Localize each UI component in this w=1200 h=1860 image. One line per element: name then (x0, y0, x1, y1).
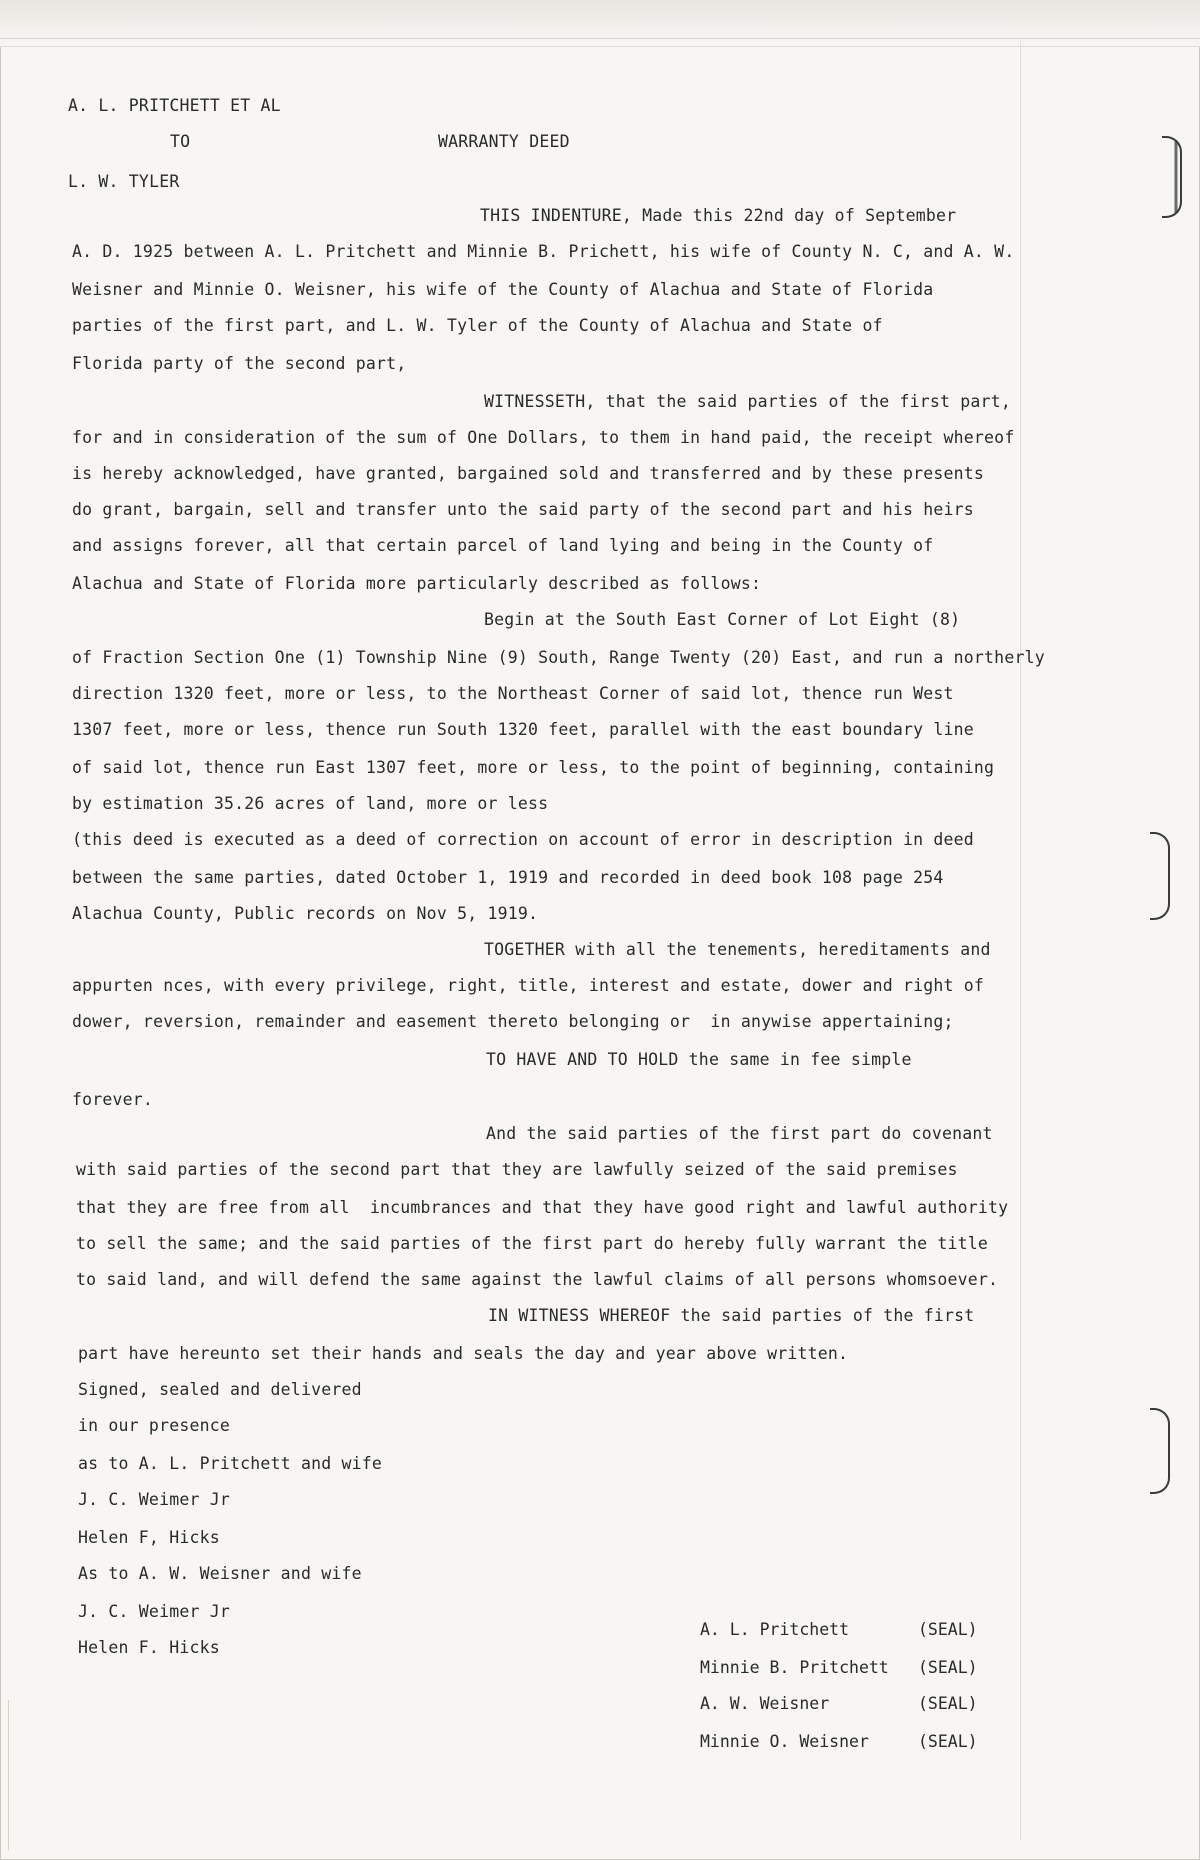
body-line: (this deed is executed as a deed of correction on account of error in description in deed (72, 830, 974, 849)
left-fold-line (8, 1700, 9, 1850)
witness-line: as to A. L. Pritchett and wife (78, 1454, 383, 1473)
body-line: TO HAVE AND TO HOLD the same in fee simple (486, 1050, 912, 1069)
body-line: TOGETHER with all the tenements, hereditaments and (484, 940, 991, 959)
body-line: Alachua and State of Florida more particularly described as follows: (72, 574, 762, 593)
document-title: WARRANTY DEED (438, 132, 570, 151)
binder-ring-icon (1150, 832, 1170, 920)
body-line: part have hereunto set their hands and seals the day and year above written. (78, 1344, 849, 1363)
to-heading: TO (170, 132, 191, 151)
body-line: IN WITNESS WHEREOF the said parties of the first (488, 1306, 975, 1325)
body-line: that they are free from all incumbrances and that they have good right and lawful authority (76, 1198, 1009, 1217)
signatory-name: A. L. Pritchett (700, 1620, 850, 1639)
witness-line: As to A. W. Weisner and wife (78, 1564, 362, 1583)
body-line: WITNESSETH, that the said parties of the first part, (484, 392, 1011, 411)
grantee-heading: L. W. TYLER (68, 172, 180, 191)
body-line: by estimation 35.26 acres of land, more or less (72, 794, 549, 813)
binder-clip-icon (1162, 136, 1182, 218)
seal-mark: (SEAL) (918, 1620, 978, 1639)
body-line: Begin at the South East Corner of Lot Eight (8) (484, 610, 961, 629)
binder-ring-icon (1150, 1408, 1170, 1494)
body-line: to said land, and will defend the same against the lawful claims of all persons whomsoever. (76, 1270, 999, 1289)
witness-line: Helen F, Hicks (78, 1528, 220, 1547)
body-line: for and in consideration of the sum of One Dollars, to them in hand paid, the receipt whereof (72, 428, 1015, 447)
witness-line: Helen F. Hicks (78, 1638, 220, 1657)
body-line: of Fraction Section One (1) Township Nine (9) South, Range Twenty (20) East, and run a northerly (72, 648, 1045, 667)
body-line: 1307 feet, more or less, thence run South 1320 feet, parallel with the east boundary line (72, 720, 974, 739)
body-line: direction 1320 feet, more or less, to the Northeast Corner of said lot, thence run West (72, 684, 954, 703)
witness-line: J. C. Weimer Jr (78, 1490, 231, 1509)
body-line: Weisner and Minnie O. Weisner, his wife of the County of Alachua and State of Florida (72, 280, 934, 299)
body-line: do grant, bargain, sell and transfer unto the said party of the second part and his heirs (72, 500, 974, 519)
body-line: appurten nces, with every privilege, right, title, interest and estate, dower and right of (72, 976, 985, 995)
witness-line: in our presence (78, 1416, 231, 1435)
grantor-heading: A. L. PRITCHETT ET AL (68, 96, 281, 115)
body-line: to sell the same; and the said parties of the first part do hereby fully warrant the title (76, 1234, 989, 1253)
body-line: A. D. 1925 between A. L. Pritchett and Minnie B. Prichett, his wife of County N. C, and A. W. (72, 242, 1015, 261)
seal-mark: (SEAL) (918, 1694, 978, 1713)
body-line: And the said parties of the first part do covenant (486, 1124, 993, 1143)
signatory-name: A. W. Weisner (700, 1694, 830, 1713)
witness-line: J. C. Weimer Jr (78, 1602, 231, 1621)
body-line: of said lot, thence run East 1307 feet, more or less, to the point of beginning, containing (72, 758, 995, 777)
body-line: between the same parties, dated October 1, 1919 and recorded in deed book 108 page 254 (72, 868, 944, 887)
body-line: forever. (72, 1090, 154, 1109)
body-line: and assigns forever, all that certain parcel of land lying and being in the County of (72, 536, 934, 555)
body-line: Florida party of the second part, (72, 354, 407, 373)
seal-mark: (SEAL) (918, 1658, 978, 1677)
witness-line: Signed, sealed and delivered (78, 1380, 362, 1399)
body-line: parties of the first part, and L. W. Tyler of the County of Alachua and State of (72, 316, 883, 335)
body-line: dower, reversion, remainder and easement thereto belonging or in anywise appertaining; (72, 1012, 954, 1031)
body-line: THIS INDENTURE, Made this 22nd day of September (480, 206, 957, 225)
body-line: with said parties of the second part that they are lawfully seized of the said premises (76, 1160, 958, 1179)
body-line: Alachua County, Public records on Nov 5, 1919. (72, 904, 539, 923)
signatory-name: Minnie B. Pritchett (700, 1658, 889, 1677)
seal-mark: (SEAL) (918, 1732, 978, 1751)
body-line: is hereby acknowledged, have granted, bargained sold and transferred and by these presents (72, 464, 985, 483)
top-rule (0, 38, 1200, 39)
signatory-name: Minnie O. Weisner (700, 1732, 869, 1751)
right-fold-line (1020, 40, 1021, 1840)
